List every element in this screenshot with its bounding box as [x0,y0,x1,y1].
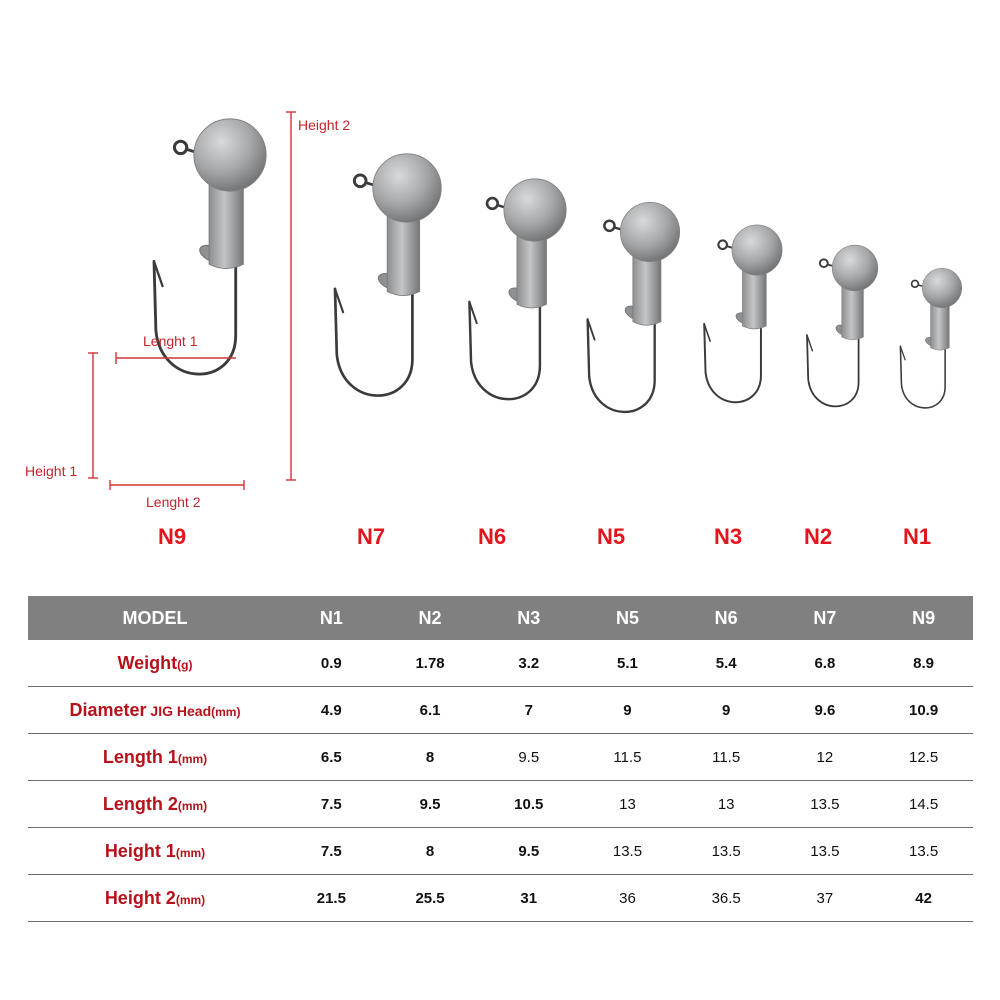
table-cell: 8 [381,734,480,781]
jig-n2 [807,245,878,406]
size-label-n6: N6 [477,524,507,549]
table-cell: 25.5 [381,875,480,922]
size-label-n5: N5 [596,524,626,549]
size-label-n1: N1 [902,524,932,549]
height-1-label: Height 1 [25,463,78,479]
table-row [28,875,973,922]
size-label-n3: N3 [713,524,743,549]
spec-table [28,596,973,922]
row-label: Length 1 [102,746,178,767]
row-label-cell [28,687,282,734]
table-cell: 9.6 [776,687,875,734]
jig-n6 [469,179,566,399]
row-unit: (mm) [175,892,206,907]
jig-n7 [335,154,441,396]
table-header-row [28,596,973,640]
jig-n3 [704,225,782,402]
row-label: Diameter [69,699,147,720]
table-cell: 21.5 [282,875,381,922]
row-label: Height 2 [104,887,176,908]
row-label-cell [28,734,282,781]
table-cell: 12 [776,734,875,781]
row-label-cell [28,828,282,875]
table-cell: 9.5 [479,734,578,781]
row-label-cell [28,875,282,922]
table-row [28,781,973,828]
table-cell: 13 [677,781,776,828]
header-n7: N7 [776,596,875,640]
table-cell: 13.5 [578,828,677,875]
lenght-2-label: Lenght 2 [146,494,201,510]
table-cell: 13.5 [874,828,973,875]
table-cell: 13 [578,781,677,828]
table-cell: 4.9 [282,687,381,734]
table-row [28,687,973,734]
table-cell: 37 [776,875,875,922]
table-cell: 9 [677,687,776,734]
table-cell: 42 [874,875,973,922]
size-label-n7: N7 [356,524,386,549]
table-cell: 6.5 [282,734,381,781]
row-unit: (mm) [211,704,241,719]
table-cell: 10.5 [479,781,578,828]
table-cell: 12.5 [874,734,973,781]
table-cell: 6.1 [381,687,480,734]
height-2-label: Height 2 [298,117,351,133]
header-model: MODEL [28,596,282,640]
height-2-dimension-line [286,112,296,480]
header-n5: N5 [578,596,677,640]
lenght-1-label: Lenght 1 [143,333,198,349]
table-cell: 36 [578,875,677,922]
table-cell: 8.9 [874,640,973,687]
header-n9: N9 [874,596,973,640]
table-cell: 7.5 [282,828,381,875]
table-cell: 13.5 [776,781,875,828]
table-cell: 31 [479,875,578,922]
table-cell: 9 [578,687,677,734]
header-n3: N3 [479,596,578,640]
table-cell: 36.5 [677,875,776,922]
table-cell: 5.4 [677,640,776,687]
row-label-cell [28,781,282,828]
header-n1: N1 [282,596,381,640]
size-label-n2: N2 [803,524,833,549]
table-cell: 9.5 [381,781,480,828]
lenght-1-dimension-line [116,352,236,364]
table-cell: 7.5 [282,781,381,828]
table-cell: 3.2 [479,640,578,687]
header-n2: N2 [381,596,480,640]
table-cell: 7 [479,687,578,734]
lenght-2-dimension-line [110,480,244,490]
table-cell: 1.78 [381,640,480,687]
row-label: Length 2 [102,793,178,814]
row-unit: (mm) [177,751,208,766]
table-cell: 0.9 [282,640,381,687]
table-cell: 14.5 [874,781,973,828]
table-row [28,828,973,875]
row-label: Weight [117,652,178,673]
table-cell: 9.5 [479,828,578,875]
table-cell: 11.5 [677,734,776,781]
table-cell: 6.8 [776,640,875,687]
row-label: Height 1 [104,840,176,861]
table-cell: 5.1 [578,640,677,687]
header-n6: N6 [677,596,776,640]
row-unit: (g) [177,657,193,672]
table-row [28,640,973,687]
table-cell: 13.5 [677,828,776,875]
row-unit: (mm) [177,798,208,813]
jig-n5 [588,202,680,412]
row-label-cell [28,640,282,687]
table-row [28,734,973,781]
table-cell: 13.5 [776,828,875,875]
table-cell: 11.5 [578,734,677,781]
jig-n1 [900,268,961,408]
row-unit: (mm) [175,845,206,860]
table-cell: 8 [381,828,480,875]
size-label-n9: N9 [157,524,187,549]
height-1-dimension-line [88,353,98,478]
table-cell: 10.9 [874,687,973,734]
row-label-sub: JIG Head [146,702,212,719]
